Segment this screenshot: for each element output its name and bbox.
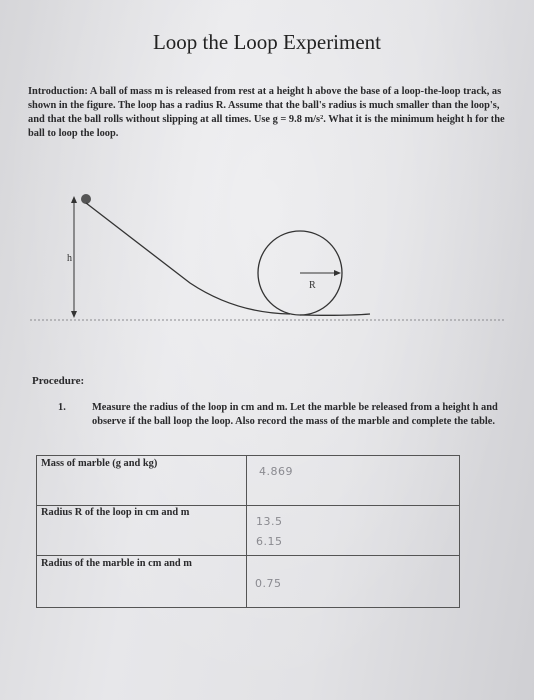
height-label: h: [67, 253, 72, 264]
loop-track-diagram: [0, 185, 534, 335]
step-number: 1.: [58, 402, 66, 413]
introduction-paragraph: [28, 85, 512, 141]
loop-radius-m-value: 6.15: [256, 535, 283, 548]
radius-arrow-head: [334, 270, 341, 276]
loop-radius-cm-value: 13.5: [256, 515, 283, 528]
page-title: Loop the Loop Experiment: [152, 30, 382, 54]
height-arrow-top-head: [71, 196, 77, 203]
height-arrow-bottom-head: [71, 311, 77, 318]
introduction-label: Introduction:: [28, 86, 88, 97]
radius-label: R: [309, 280, 316, 291]
table-row: [37, 556, 459, 606]
column-divider: [246, 456, 247, 607]
procedure-heading: Procedure:: [32, 375, 85, 387]
table-row: [37, 505, 459, 556]
marble-radius-value: 0.75: [255, 577, 282, 590]
ramp-track: [86, 203, 290, 314]
loop-radius-label: Radius R of the loop in cm and m: [41, 507, 190, 518]
ball: [81, 194, 91, 204]
data-table: [36, 455, 460, 608]
introduction-text: A ball of mass m is released from rest at a height h above the base of a loop-the-loop track, as shown in the figure. The loop has a radius R. Assume that the ball's radius is much smaller than the loop's, and that the ball rolls without slipping at all times. Use g = 9.8 m/s². What it is the minimum height h for the ball to loop the loop.: [28, 86, 505, 139]
step-instructions: Measure the radius of the loop in cm and m. Let the marble be released from a height h and observe if the ball loop the loop. Also record the mass of the marble and complete the table.: [92, 402, 498, 427]
mass-label: Mass of marble (g and kg): [41, 458, 158, 469]
mass-value: 4.869: [259, 465, 293, 478]
table-row: [37, 456, 459, 506]
marble-radius-label: Radius of the marble in cm and m: [41, 558, 192, 569]
